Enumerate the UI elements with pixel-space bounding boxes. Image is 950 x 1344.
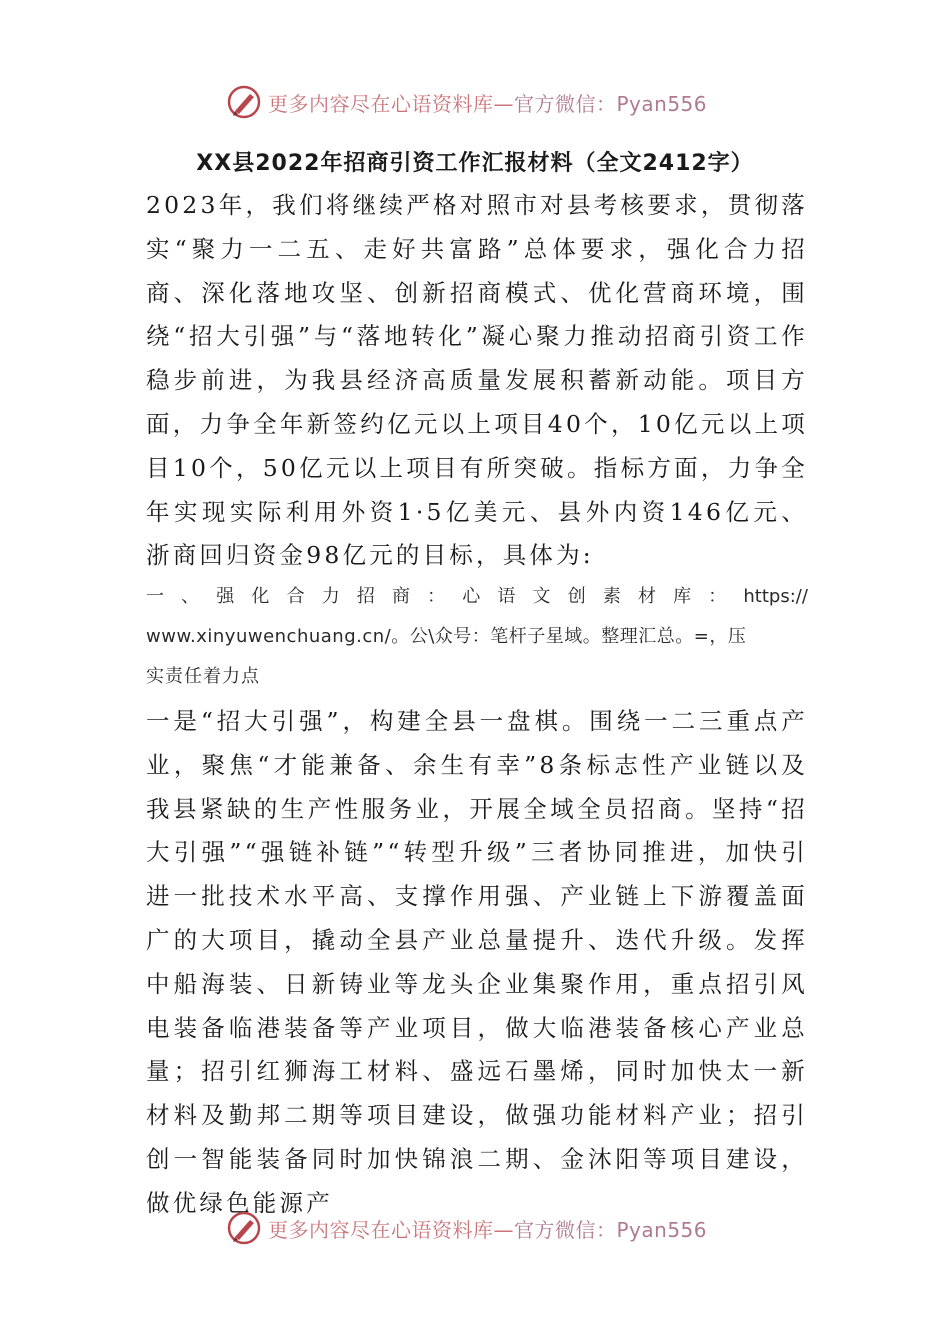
pen-logo-icon bbox=[226, 1210, 262, 1246]
heading-line-3: 实责任着力点 bbox=[146, 666, 260, 687]
banner-text: 更多内容尽在心语资料库—官方微信：Pyan556 bbox=[268, 91, 708, 116]
document-title: XX县2022年招商引资工作汇报材料（全文2412字） bbox=[196, 151, 754, 176]
heading-char: 库 bbox=[673, 586, 692, 607]
heading-char: 语 bbox=[497, 586, 516, 607]
wechat-id: 官方微信：Pyan556 bbox=[514, 91, 708, 116]
heading-char: 素 bbox=[602, 586, 621, 607]
heading-char: 合 bbox=[286, 586, 305, 607]
heading-char: 、 bbox=[181, 586, 200, 607]
wechat-id: 官方微信：Pyan556 bbox=[514, 1217, 708, 1242]
heading-char: 化 bbox=[251, 586, 270, 607]
heading-char: 文 bbox=[532, 586, 551, 607]
heading-char: 招 bbox=[356, 586, 375, 607]
body-paragraph: 一是“招大引强”，构建全县一盘棋。围绕一二三重点产业，聚焦“才能兼备、余生有幸”8条标志性产业链以及我县紧缺的生产性服务业，开展全域全员招商。坚持“招大引强”“强链补链”“转型升级”三者协同推进，加快引进一批技术水平高、支撑作用强、产业链上下游覆盖面广的大项目，撬动全县产业总量提升、迭代升级。发挥中船海装、日新铸业等龙头企业集聚作用，重点招引风电装备临港装备等产业项目，做大临港装备核心产业总量；招引红狮海工材料、盛远石墨烯，同时加快太一新材料及勤邦二期等项目建设，做强功能材料产业；招引创一智能装备同时加快锦浪二期、金沐阳等项目建设，做优绿色能源产 bbox=[146, 707, 808, 1217]
heading-char: 心 bbox=[462, 586, 481, 607]
intro-paragraph: 2023年，我们将继续严格对照市对县考核要求，贯彻落实“聚力一二五、走好共富路”总体要求，强化合力招商、深化落地攻坚、创新招商模式、优化营商环境，围绕“招大引强”与“落地转化”凝心聚力推动招商引资工作稳步前进，为我县经济高质量发展积蓄新动能。项目方面，力争全年新签约亿元以上项目40个，10亿元以上项目10个，50亿元以上项目有所突破。指标方面，力争全年实现实际利用外资1·5亿美元、县外内资146亿元、浙商回归资金98亿元的目标，具体为: bbox=[146, 191, 808, 570]
heading-char: 创 bbox=[567, 586, 586, 607]
heading-char: 力 bbox=[321, 586, 340, 607]
heading-char: 材 bbox=[637, 586, 656, 607]
heading-char: 商 bbox=[391, 586, 410, 607]
heading-line-1 bbox=[146, 577, 808, 617]
heading-char: 一 bbox=[146, 586, 164, 607]
heading-char: ： bbox=[427, 586, 446, 607]
heading-char: ： bbox=[708, 586, 727, 607]
section-heading bbox=[146, 577, 808, 697]
footer-banner bbox=[0, 1208, 950, 1248]
heading-char: https:// bbox=[743, 586, 808, 607]
heading-line-2: www.xinyuwenchuang.cn/。公\众号：笔杆子星域。整理汇总。=，压 bbox=[146, 626, 747, 647]
pen-logo-icon bbox=[226, 84, 262, 120]
heading-char: 强 bbox=[216, 586, 235, 607]
header-banner bbox=[0, 82, 950, 122]
banner-text: 更多内容尽在心语资料库—官方微信：Pyan556 bbox=[268, 1217, 708, 1242]
